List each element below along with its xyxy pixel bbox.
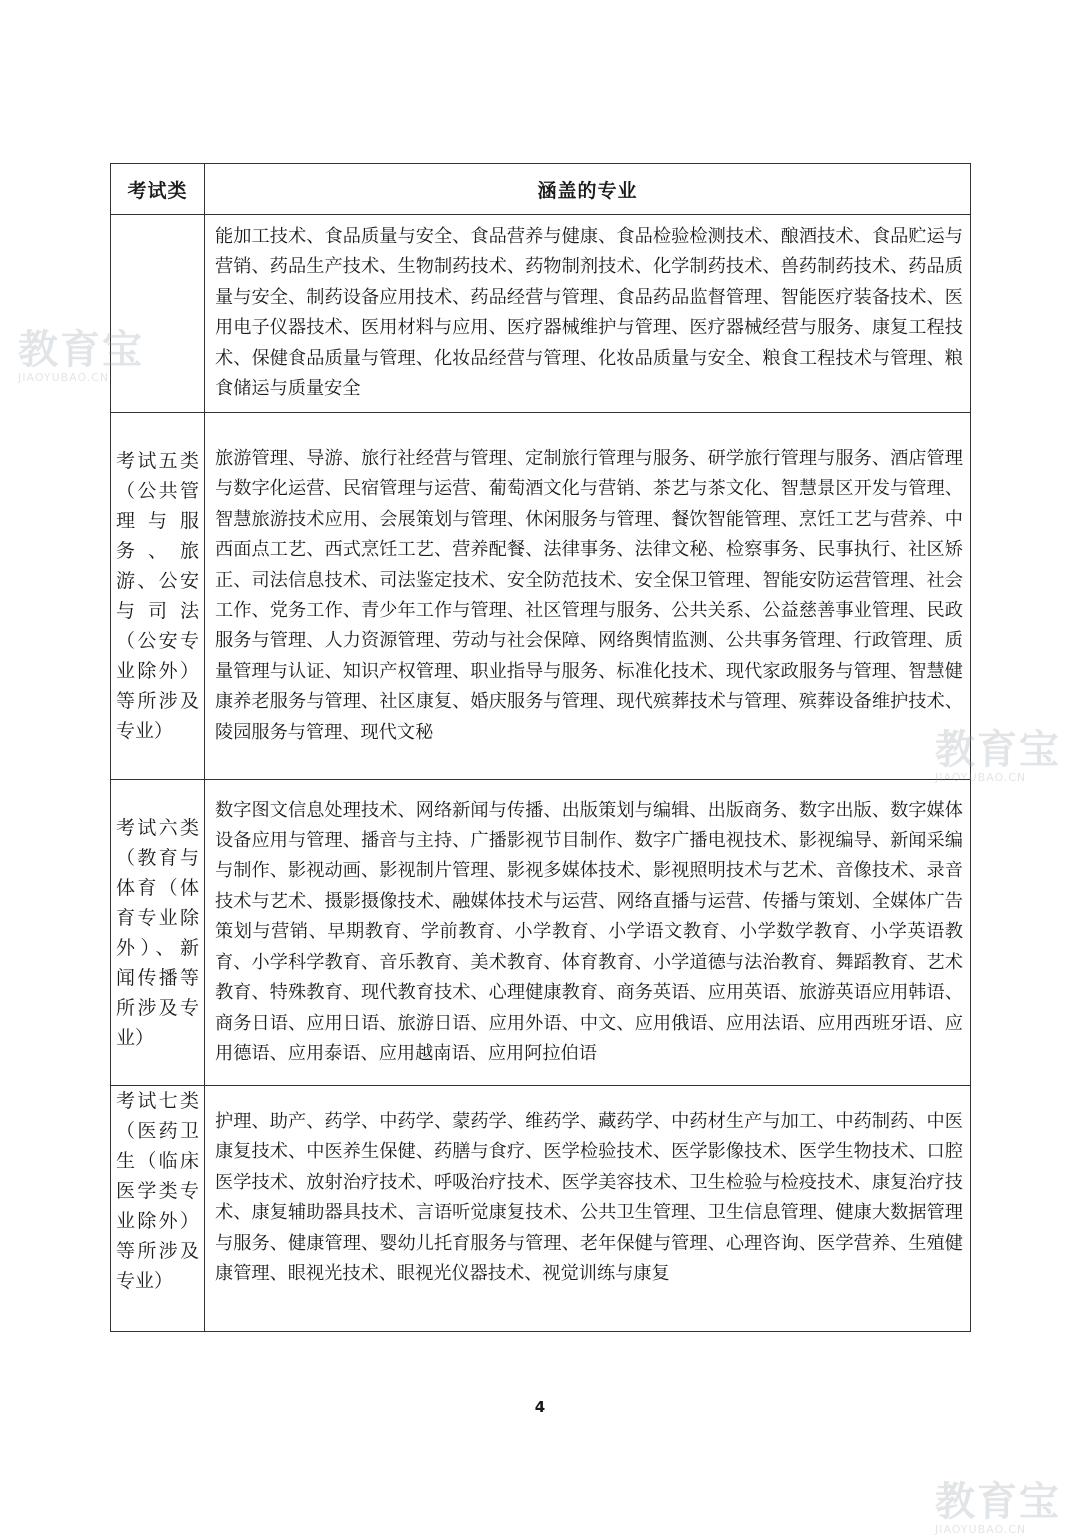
category-cell	[111, 413, 205, 780]
table-row	[111, 413, 971, 780]
majors-cell: 护理、助产、药学、中药学、蒙药学、维药学、藏药学、中药材生产与加工、中药制药、中医康复技术、中医养生保健、药膳与食疗、医学检验技术、医学影像技术、医学生物技术、口腔医学技术、放射治疗技术、呼吸治疗技术、医学美容技术、卫生检验与检疫技术、康复治疗技术、康复辅助器具技术、言语听觉康复技术、公共卫生管理、卫生信息管理、健康大数据管理与服务、健康管理、婴幼儿托育服务与管理、老年保健与管理、心理咨询、医学营养、生殖健康管理、眼视光技术、眼视光仪器技术、视觉训练与康复	[205, 1086, 971, 1332]
page-number: 4	[534, 1398, 546, 1416]
header-category: 考试类	[111, 164, 205, 215]
header-majors: 涵盖的专业	[205, 164, 971, 215]
majors-cell: 能加工技术、食品质量与安全、食品营养与健康、食品检验检测技术、酿酒技术、食品贮运与营销、药品生产技术、生物制药技术、药物制剂技术、化学制药技术、兽药制药技术、药品质量与安全、制药设备应用技术、药品经营与管理、食品药品监督管理、智能医疗装备技术、医用电子仪器技术、医用材料与应用、医疗器械维护与管理、医疗器械经营与服务、康复工程技术、保健食品质量与管理、化妆品经营与管理、化妆品质量与安全、粮食工程技术与管理、粮食储运与质量安全	[205, 215, 971, 413]
category-text: 考试六类（教育与体育（体育专业除外）、新闻传播等所涉及专业）	[116, 816, 199, 1049]
majors-table	[110, 163, 971, 1332]
majors-cell: 旅游管理、导游、旅行社经营与管理、定制旅行管理与服务、研学旅行管理与服务、酒店管理与数字化运营、民宿管理与运营、葡萄酒文化与营销、茶艺与茶文化、智慧景区开发与管理、智慧旅游技术应用、会展策划与管理、休闲服务与管理、餐饮智能管理、烹饪工艺与营养、中西面点工艺、西式烹饪工艺、营养配餐、法律事务、法律文秘、检察事务、民事执行、社区矫正、司法信息技术、司法鉴定技术、安全防范技术、安全保卫管理、智能安防运营管理、社会工作、党务工作、青少年工作与管理、社区管理与服务、公共关系、公益慈善事业管理、民政服务与管理、人力资源管理、劳动与社会保障、网络舆情监测、公共事务管理、行政管理、质量管理与认证、知识产权管理、职业指导与服务、标准化技术、现代家政服务与管理、智慧健康养老服务与管理、社区康复、婚庆服务与管理、现代殡葬技术与管理、殡葬设备维护技术、陵园服务与管理、现代文秘	[205, 413, 971, 780]
category-cell	[111, 1086, 205, 1332]
watermark-main-text: 教育宝	[935, 727, 1061, 773]
table-row	[111, 780, 971, 1086]
table-row	[111, 1086, 971, 1332]
watermark-logo	[935, 728, 1061, 784]
majors-cell: 数字图文信息处理技术、网络新闻与传播、出版策划与编辑、出版商务、数字出版、数字媒体设备应用与管理、播音与主持、广播影视节目制作、数字广播电视技术、影视编导、新闻采编与制作、影视动画、影视制片管理、影视多媒体技术、影视照明技术与艺术、音像技术、录音技术与艺术、摄影摄像技术、融媒体技术与运营、网络直播与运营、传播与策划、全媒体广告策划与营销、早期教育、学前教育、小学教育、小学语文教育、小学数学教育、小学英语教育、小学科学教育、音乐教育、美术教育、体育教育、小学道德与法治教育、舞蹈教育、艺术教育、特殊教育、现代教育技术、心理健康教育、商务英语、应用英语、旅游英语应用韩语、商务日语、应用日语、旅游日语、应用外语、中文、应用俄语、应用法语、应用西班牙语、应用德语、应用泰语、应用越南语、应用阿拉伯语	[205, 780, 971, 1086]
watermark-main-text: 教育宝	[935, 1479, 1061, 1525]
watermark-sub-text: JIAOYUBAO.CN	[935, 1523, 1027, 1536]
watermark-sub-text: JIAOYUBAO.CN	[935, 771, 1027, 784]
table-header-row	[111, 164, 971, 215]
watermark-main-text: 教育宝	[18, 327, 144, 373]
table-row	[111, 215, 971, 413]
watermark-logo	[935, 1480, 1061, 1536]
category-text: 考试七类（医药卫生（临床医学类专业除外）等所涉及专业）	[116, 1090, 199, 1292]
category-text: 考试五类（公共管理与服务、旅游、公安与司法（公安专业除外）等所涉及专业）	[116, 450, 199, 742]
watermark-sub-text: JIAOYUBAO.CN	[18, 371, 110, 384]
watermark-logo	[18, 328, 144, 384]
category-cell	[111, 780, 205, 1086]
